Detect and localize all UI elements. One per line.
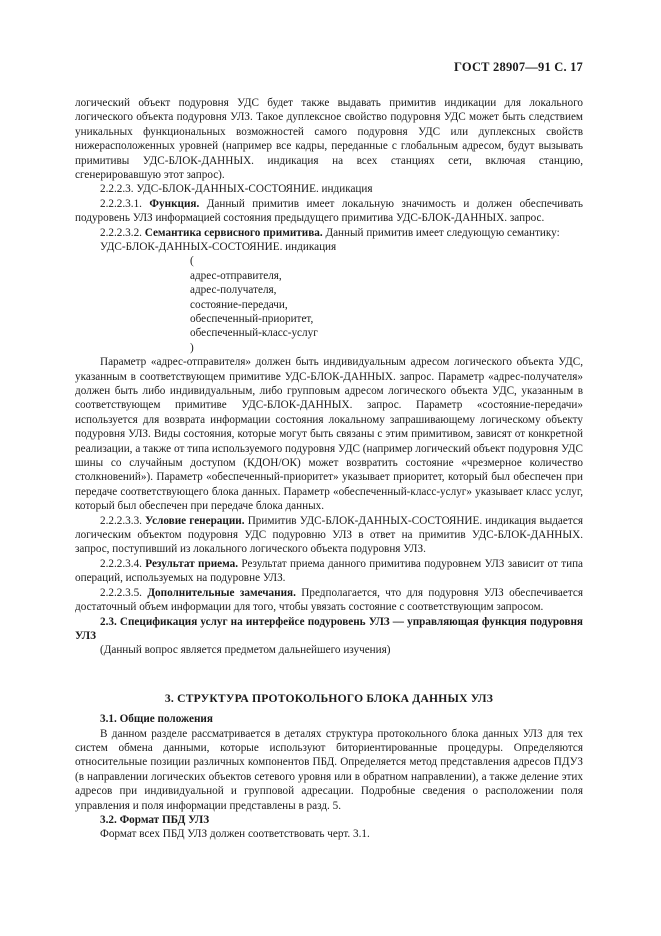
clause-number: 2.2.2.3.3. — [100, 514, 142, 527]
clause-title: Условие генерации. — [145, 514, 245, 527]
clause-22235 — [75, 586, 583, 615]
clause-32-heading: 3.2. Формат ПБД УЛЗ — [100, 813, 210, 826]
clause-number: 2.2.2.3.5. — [100, 586, 142, 599]
formula-line: обеспеченный-приоритет, — [190, 313, 314, 326]
clause-32-text: Формат всех ПБД УЛЗ должен соответствовать черт. 3.1. — [100, 828, 370, 841]
clause-text: Данный примитив имеет следующую семантику: — [325, 226, 560, 239]
parameters-paragraph: Параметр «адрес-отправителя» должен быть индивидуальным адресом логического объекта УДС, указанным в соответствующем примитиве УДС-БЛОК-ДАННЫХ. запрос. Параметр «адрес-получателя» должен быть либо индивидуальным, либо групповым адресом логического объекта УДС, указанным в соответствующем примитиве УДС-БЛОК-ДАННЫХ. запрос. Параметр «состояние-передачи» используется для возврата информации состояния локальному запрашивающему логическому объекту подуровня УЛЗ. Виды состояния, которые могут быть связаны с этим примитивом, зависят от конкретной реализации, а также от типа используемого подуровня УДС (например логический объект подуровня УДС шины со случайным доступом (КДОН/ОК) может возвратить состояние «чрезмерное количество столкновений»). Параметр «обеспеченный-приоритет» указывает приоритет, который был обеспечен при передаче соответствующего блока данных. Параметр «обеспеченный-класс-услуг» указывает класс услуг, который был обеспечен при передаче блока данных. — [75, 356, 583, 513]
clause-22233 — [75, 514, 583, 557]
formula-heading: УДС-БЛОК-ДАННЫХ-СОСТОЯНИЕ. индикация — [100, 241, 337, 254]
clause-31-text: В данном разделе рассматривается в деталях структура протокольного блока данных УЛЗ для тех систем обмена данными, которые используют биториентированные процедуры. Определяются относительные позиции различных компонентов ПБД. Определяется метод представления адресов ПДУЗ (в направлении логических объектов сетевого уровня или в обратном направлении), а также деление этих адресов при индивидуальной и групповой адресации. Подробные сведения о расположении поля управления и поля информации представлены в разд. 5. — [75, 727, 583, 812]
document-body — [75, 96, 583, 842]
clause-2223-heading: 2.2.2.3. УДС-БЛОК-ДАННЫХ-СОСТОЯНИЕ. индикация — [100, 183, 373, 196]
section-3-title: 3. СТРУКТУРА ПРОТОКОЛЬНОГО БЛОКА ДАННЫХ УЛЗ — [164, 691, 494, 705]
clause-23-text: (Данный вопрос является предметом дальнейшего изучения) — [100, 644, 391, 657]
intro-paragraph: логический объект подуровня УДС будет также выдавать примитив индикации для локального логического объекта подуровня УЛЗ. Такое дуплексное свойство подуровня УДС может быть следствием уникальных функциональных возможностей самого подуровня УДС или дуплексных свойств нижерасположенных уровней (например все кадры, переданные с глобальным адресом, будут вызывать примитивы УДС-БЛОК-ДАННЫХ. индикация на всех станциях сети, включая станцию, сгенерировавшую этот запрос). — [75, 97, 583, 182]
clause-text: Данный примитив имеет локальную значимость и должен обеспечивать подуровень УЛЗ информацией состояния предыдущего примитива УДС-БЛОК-ДАННЫХ. запрос. — [75, 197, 584, 225]
clause-title: Дополнительные замечания. — [147, 586, 296, 599]
clause-number: 2.2.2.3.4. — [100, 557, 142, 570]
clause-text: Предполагается, что для подуровня УЛЗ обеспечивается достаточный объем информации для того, чтобы увязать состояние с соответствующим запросом. — [75, 586, 583, 614]
clause-title: Семантика сервисного примитива. — [144, 226, 323, 239]
clause-31-heading: 3.1. Общие положения — [100, 713, 213, 726]
clause-number: 2.2.2.3.2. — [100, 226, 142, 239]
formula-line: обеспеченный-класс-услуг — [190, 327, 318, 340]
clause-22234 — [75, 557, 583, 586]
clause-number: 2.2.2.3.1. — [100, 197, 142, 210]
formula-line: адрес-отправителя, — [190, 269, 282, 282]
clause-text: Результат приема данного примитива подуровнем УЛЗ зависит от типа операций, используемых на подуровне УЛЗ. — [75, 557, 584, 585]
clause-23-heading: 2.3. Спецификация услуг на интерфейсе подуровень УЛЗ — управляющая функция подуровня УЛЗ — [75, 615, 583, 642]
formula-line: ( — [190, 255, 194, 268]
clause-text: Примитив УДС-БЛОК-ДАННЫХ-СОСТОЯНИЕ. индикация выдается логическим объектом подуровня УДС подуровню УЛЗ в ответ на примитив УДС-БЛОК-ДАННЫХ. запрос, поступивший из локального логического объекта подуровня УЛЗ. — [75, 514, 584, 556]
clause-22231 — [75, 197, 583, 226]
formula-line: состояние-передачи, — [190, 298, 288, 311]
formula-line: ) — [190, 341, 194, 354]
primitive-parameter-list — [190, 254, 583, 355]
clause-22232 — [75, 226, 583, 240]
formula-line: адрес-получателя, — [190, 284, 277, 297]
page-header: ГОСТ 28907—91 С. 17 — [454, 60, 583, 74]
clause-title: Результат приема. — [145, 557, 239, 570]
clause-title: Функция. — [149, 197, 200, 210]
